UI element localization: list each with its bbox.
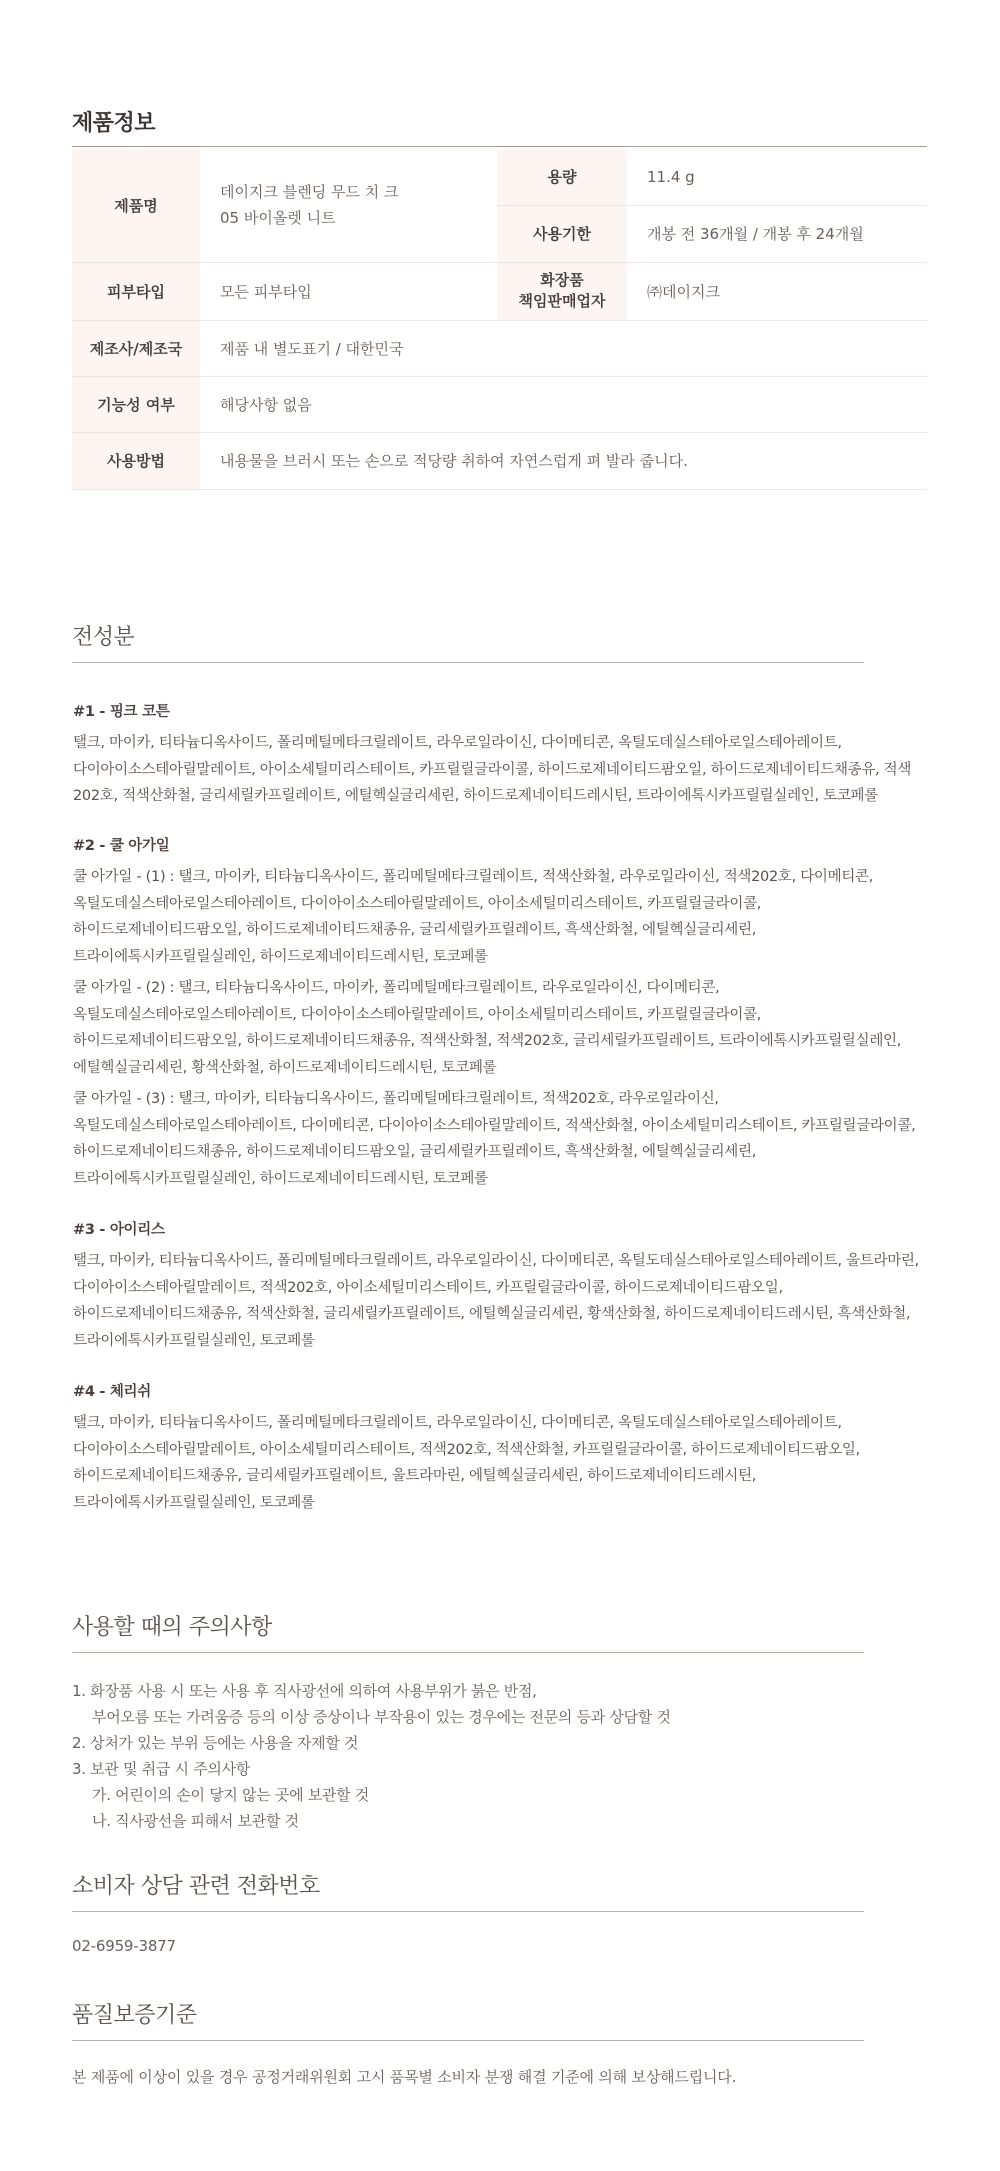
ingredient-line: 탤크, 마이카, 티타늄디옥사이드, 폴리메틸메타크릴레이트, 라우로일라이신, 다이메티콘, 옥틸도데실스테아로일스테아레이트, 울트라마린,	[73, 1253, 919, 1269]
quality-divider	[72, 2040, 864, 2041]
ingredient-group-2c-list	[73, 1086, 933, 1192]
caution-item-3b: 나. 직사광선을 피해서 보관할 것	[92, 1812, 299, 1830]
ingredient-line: 탤크, 마이카, 티타늄디옥사이드, 폴리메틸메타크릴레이트, 라우로일라이신, 다이메티콘, 옥틸도데실스테아로일스테아레이트,	[73, 735, 842, 751]
skin-type-label: 피부타입	[72, 262, 200, 320]
product-name-line-2: 05 바이올렛 니트	[220, 209, 336, 228]
ingredient-group-3-list	[73, 1248, 933, 1354]
quality-title: 품질보증기준	[72, 2003, 197, 2028]
ingredient-line: 202호, 적색산화철, 글리세릴카프릴레이트, 에틸헥실글리세린, 하이드로제네이티드레시틴, 트라이에톡시카프릴릴실레인, 토코페롤	[73, 788, 878, 804]
ingredient-line: 옥틸도데실스테아로일스테아레이트, 다이메티콘, 다이아이소스테아릴말레이트, 적색산화철, 아이소세틸미리스테이트, 카프릴릴글라이콜,	[73, 1117, 916, 1134]
product-name-line-1: 데이지크 블렌딩 무드 치 크	[220, 183, 399, 202]
ingredient-line: 쿨 아가일 - (2) : 탤크, 티타늄디옥사이드, 마이카, 폴리메틸메타크릴레이트, 라우로일라이신, 다이메티콘,	[73, 980, 720, 996]
expiry-value: 개봉 전 36개월 / 개봉 후 24개월	[627, 205, 927, 262]
ingredient-group-2b-list	[73, 975, 933, 1081]
manufacturer-label: 제조사/제조국	[72, 320, 200, 376]
ingredient-group-2a-list	[73, 864, 933, 970]
ingredient-line: 옥틸도데실스테아로일스테아레이트, 다이아이소스테아릴말레이트, 아이소세틸미리스테이트, 카프릴릴글라이콜,	[73, 1006, 762, 1023]
product-info-title: 제품정보	[72, 111, 156, 136]
ingredient-line: 트라이에톡시카프릴릴실레인, 토코페롤	[73, 1332, 315, 1349]
consumer-phone: 02-6959-3877	[72, 1937, 176, 1955]
consumer-title: 소비자 상담 관련 전화번호	[72, 1874, 320, 1899]
ingredient-line: 다이아이소스테아릴말레이트, 아이소세틸미리스테이트, 카프릴릴글라이콜, 하이드로제네이티드팜오일, 하이드로제네이티드채종유, 적색	[73, 761, 912, 778]
usage-value: 내용물을 브러시 또는 손으로 적당량 취하여 자연스럽게 펴 발라 줍니다.	[200, 432, 927, 489]
functional-value: 해당사항 없음	[200, 376, 927, 432]
ingredient-line: 하이드로제네이티드채종유, 글리세릴카프릴레이트, 울트라마린, 에틸헥실글리세린, 하이드로제네이티드레시틴,	[73, 1468, 757, 1484]
caution-item-1: 1. 화장품 사용 시 또는 사용 후 직사광선에 의하여 사용부위가 붉은 반점,	[72, 1682, 537, 1700]
ingredient-group-4-list	[73, 1410, 933, 1516]
ingredient-line: 트라이에톡시카프릴릴실레인, 하이드로제네이티드레시틴, 토코페롤	[73, 1170, 488, 1187]
product-info-divider	[72, 146, 927, 147]
ingredient-group-1-list	[73, 730, 933, 810]
product-name-label: 제품명	[72, 149, 200, 262]
cautions-title: 사용할 때의 주의사항	[72, 1615, 272, 1640]
ingredient-line: 다이아이소스테아릴말레이트, 아이소세틸미리스테이트, 적색202호, 적색산화철, 카프릴릴글라이콜, 하이드로제네이티드팜오일,	[73, 1441, 860, 1458]
ingredient-line: 쿨 아가일 - (3) : 탤크, 마이카, 티타늄디옥사이드, 폴리메틸메타크릴레이트, 적색202호, 라우로일라이신,	[73, 1091, 719, 1107]
expiry-label: 사용기한	[497, 205, 627, 262]
seller-label	[497, 262, 627, 320]
usage-label: 사용방법	[72, 432, 200, 489]
ingredient-line: 하이드로제네이티드채종유, 하이드로제네이티드팜오일, 글리세릴카프릴레이트, 흑색산화철, 에틸헥실글리세린,	[73, 1144, 757, 1160]
cautions-divider	[72, 1652, 864, 1653]
ingredient-group-1-heading: #1 - 핑크 코튼	[73, 704, 170, 720]
ingredient-line: 트라이에톡시카프릴릴실레인, 하이드로제네이티드레시틴, 토코페롤	[73, 948, 488, 965]
ingredient-line: 트라이에톡시카프릴릴실레인, 토코페롤	[73, 1494, 315, 1511]
manufacturer-value: 제품 내 별도표기 / 대한민국	[200, 320, 927, 376]
caution-item-2: 2. 상처가 있는 부위 등에는 사용을 자제할 것	[72, 1734, 359, 1752]
ingredient-line: 에틸헥실글리세린, 황색산화철, 하이드로제네이티드레시틴, 토코페롤	[73, 1059, 497, 1076]
seller-label-line-2: 책임판매업자	[518, 292, 606, 310]
skin-type-value: 모든 피부타입	[200, 262, 497, 320]
capacity-label: 용량	[497, 149, 627, 205]
ingredients-title: 전성분	[72, 625, 135, 650]
capacity-value: 11.4 g	[627, 149, 927, 205]
seller-label-line-1: 화장품	[540, 271, 584, 289]
quality-text: 본 제품에 이상이 있을 경우 공정거래위원회 고시 품목별 소비자 분쟁 해결 기준에 의해 보상해드립니다.	[72, 2068, 737, 2086]
product-info-table	[72, 149, 927, 490]
ingredient-line: 다이아이소스테아릴말레이트, 적색202호, 아이소세틸미리스테이트, 카프릴릴글라이콜, 하이드로제네이티드팜오일,	[73, 1279, 783, 1296]
functional-label: 기능성 여부	[72, 376, 200, 432]
ingredient-line: 하이드로제네이티드채종유, 적색산화철, 글리세릴카프릴레이트, 에틸헥실글리세린, 황색산화철, 하이드로제네이티드레시틴, 흑색산화철,	[73, 1306, 911, 1322]
ingredient-group-4-heading: #4 - 체리쉬	[73, 1384, 151, 1400]
caution-item-3: 3. 보관 및 취급 시 주의사항	[72, 1760, 250, 1778]
ingredient-group-3-heading: #3 - 아이리스	[73, 1222, 165, 1238]
seller-value: ㈜데이지크	[627, 262, 927, 320]
caution-item-3a: 가. 어린이의 손이 닿지 않는 곳에 보관할 것	[92, 1786, 369, 1804]
caution-item-1-cont: 부어오름 또는 가려움증 등의 이상 증상이나 부작용이 있는 경우에는 전문의 등과 상담할 것	[92, 1708, 671, 1726]
product-name-value	[200, 149, 497, 262]
ingredient-group-2-heading: #2 - 쿨 아가일	[73, 838, 170, 854]
ingredients-divider	[72, 662, 864, 663]
consumer-divider	[72, 1911, 864, 1912]
ingredient-line: 하이드로제네이티드팜오일, 하이드로제네이티드채종유, 글리세릴카프릴레이트, 흑색산화철, 에틸헥실글리세린,	[73, 922, 757, 938]
ingredient-line: 하이드로제네이티드팜오일, 하이드로제네이티드채종유, 적색산화철, 적색202호, 글리세릴카프릴레이트, 트라이에톡시카프릴릴실레인,	[73, 1033, 902, 1049]
ingredient-line: 옥틸도데실스테아로일스테아레이트, 다이아이소스테아릴말레이트, 아이소세틸미리스테이트, 카프릴릴글라이콜,	[73, 895, 762, 912]
ingredient-line: 쿨 아가일 - (1) : 탤크, 마이카, 티타늄디옥사이드, 폴리메틸메타크릴레이트, 적색산화철, 라우로일라이신, 적색202호, 다이메티콘,	[73, 869, 874, 885]
ingredient-line: 탤크, 마이카, 티타늄디옥사이드, 폴리메틸메타크릴레이트, 라우로일라이신, 다이메티콘, 옥틸도데실스테아로일스테아레이트,	[73, 1415, 842, 1431]
